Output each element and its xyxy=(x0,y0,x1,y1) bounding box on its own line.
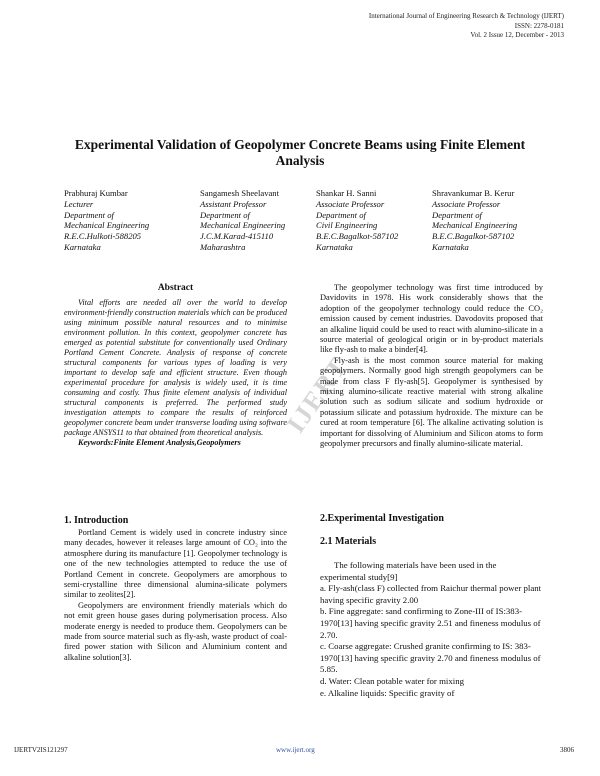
list-item: e. Alkaline liquids: Specific gravity of xyxy=(320,687,455,698)
author-address: B.E.C.Bagalkot-587102 xyxy=(432,231,515,242)
journal-name: International Journal of Engineering Research & Technology (IJERT) xyxy=(368,12,564,20)
author-address: Karnataka xyxy=(432,241,469,252)
keywords xyxy=(64,438,287,448)
author-name: Shankar H. Sanni xyxy=(316,188,377,198)
abstract-body xyxy=(64,298,287,448)
section-2-1-heading: 2.1 Materials xyxy=(320,536,377,547)
intro-paragraph: Portland Cement is widely used in concrete industry since many decades, however it releases large amount of CO₂ into the atmosphere during its manufacture [1]. Geopolymer technology is one of the new technologies attempted to reduce the use of Portland Cement in concrete. Geopolymers are amorphous to semi-crystalline three dimensional alumina-silicate polymers similar to zeolites[2]. xyxy=(64,528,287,600)
author-3 xyxy=(316,188,426,253)
author-role: Associate Professor xyxy=(432,198,501,209)
author-address: Maharashtra xyxy=(200,241,246,252)
author-2 xyxy=(200,188,320,253)
list-item: d. Water: Clean potable water for mixing xyxy=(320,675,464,686)
author-name: Shravankumar B. Kerur xyxy=(432,188,515,198)
author-address: Karnataka xyxy=(64,241,101,252)
author-1 xyxy=(64,188,189,253)
author-role: Lecturer xyxy=(64,198,94,209)
keywords-label: Keywords: xyxy=(78,438,114,447)
journal-header xyxy=(369,12,564,41)
abstract-heading: Abstract xyxy=(157,283,194,293)
author-name: Sangamesh Sheelavant xyxy=(200,188,279,198)
paper-title: Experimental Validation of Geopolymer Concrete Beams using Finite Element Analysis xyxy=(74,137,526,168)
author-dept: Mechanical Engineering xyxy=(64,220,150,231)
list-item: c. Coarse aggregate: Crushed granite confirming to IS: 383-1970[13] having specific gravity 2.70 and fineness modulus of 5.85. xyxy=(320,641,541,675)
author-4 xyxy=(432,188,562,253)
watermark: IJERT xyxy=(280,351,354,439)
section-2-heading: 2.Experimental Investigation xyxy=(320,513,444,524)
list-item: a. Fly-ash(class F) collected from Raichur thermal power plant having specific gravity 2.00 xyxy=(320,583,542,605)
right-column-intro xyxy=(320,283,543,450)
materials-intro: The following materials have been used in the experimental study[9] xyxy=(320,560,497,582)
body-paragraph: Fly-ash is the most common source material for making geopolymers. Normally good high strength geopolymers can be made from class F fly-ash[5]. Geopolymer is synthesised by mixing alumino-silicate reactive material with strong alkaline solution such as sodium silicate and sodium hydroxide or potassium silicate and potassium hydroxide. The mixture can be cured at room temperature [6]. The alkaline activating solution is important for dissolving of Aluminium and Silicon atoms to form geopolymer precursors and finally alumino-silicate material. xyxy=(320,355,543,449)
introduction-body xyxy=(64,528,287,663)
author-role: Assistant Professor xyxy=(200,198,267,209)
author-address: R.E.C.Hulkoti-588205 xyxy=(64,231,142,242)
introduction-section xyxy=(64,515,287,663)
keywords-text: Finite Element Analysis,Geopolymers xyxy=(113,438,241,447)
journal-website-link[interactable]: www.ijert.org xyxy=(276,746,315,754)
author-role: Associate Professor xyxy=(316,198,385,209)
author-name: Prabhuraj Kumbar xyxy=(64,188,128,198)
page-number: 3806 xyxy=(560,746,574,754)
author-dept: Department of xyxy=(64,209,114,220)
author-dept: Department of xyxy=(316,209,366,220)
paper-id: IJERTV2IS121297 xyxy=(14,746,68,754)
introduction-heading: 1. Introduction xyxy=(64,515,129,526)
author-dept: Mechanical Engineering xyxy=(200,220,286,231)
author-dept: Mechanical Engineering xyxy=(432,220,518,231)
abstract-text: Vital efforts are needed all over the world to develop environment-friendly construction materials which can be produced using minimum possible natural resources and to minimise environment pollution. In this context, geopolymer concrete has emerged as potential substitute for conventionally used Ordinary Portland Cement Concrete. Analysis of response of concrete structural components for various types of loading is very important to develop safe and efficient structure. Even though experimental procedure for analysis is widely used, it is time consuming and costly. Thus finite element analysis of individual structural components is preferred. The performed study investigation attempts to compare the results of reinforced geopolymer concrete beam under transverse loading using software package ANSYS11 to that obtained from theoretical analysis. xyxy=(64,298,287,437)
body-paragraph: The geopolymer technology was first time introduced by Davidovits in 1978. His work considerably shows that the adoption of the geopolymer technology could reduce the CO₂ emission caused by cement industries. Davodovits proposed that an alkaline liquid could be used to react with alumino-silicate in a source material of geological origin or in by-product materials like fly-ash to make a binder[4]. xyxy=(320,283,543,355)
author-dept: Civil Engineering xyxy=(316,220,378,231)
author-address: B.E.C.Bagalkot-587102 xyxy=(316,231,399,242)
author-dept: Department of xyxy=(432,209,482,220)
author-address: J.C.M.Karad-415110 xyxy=(200,231,274,242)
intro-paragraph: Geopolymers are environment friendly materials which do not emit green house gases during polymerisation process. Also moderate energy is needed to produce them. Geopolymers can be made from source material such as fly-ash, waste product of coal-fired power station with Silicon and Aluminium content and alkaline solution[3]. xyxy=(64,600,287,662)
author-address: Karnataka xyxy=(316,241,353,252)
list-item: b. Fine aggregate: sand confirming to Zone-III of IS:383-1970[13] having specific gravity 2.51 and fineness modulus of 2.70. xyxy=(320,606,541,640)
materials-list xyxy=(320,560,543,699)
issn: ISSN: 2278-0181 xyxy=(514,21,564,30)
volume-issue: Vol. 2 Issue 12, December - 2013 xyxy=(470,31,564,39)
author-dept: Department of xyxy=(200,209,250,220)
